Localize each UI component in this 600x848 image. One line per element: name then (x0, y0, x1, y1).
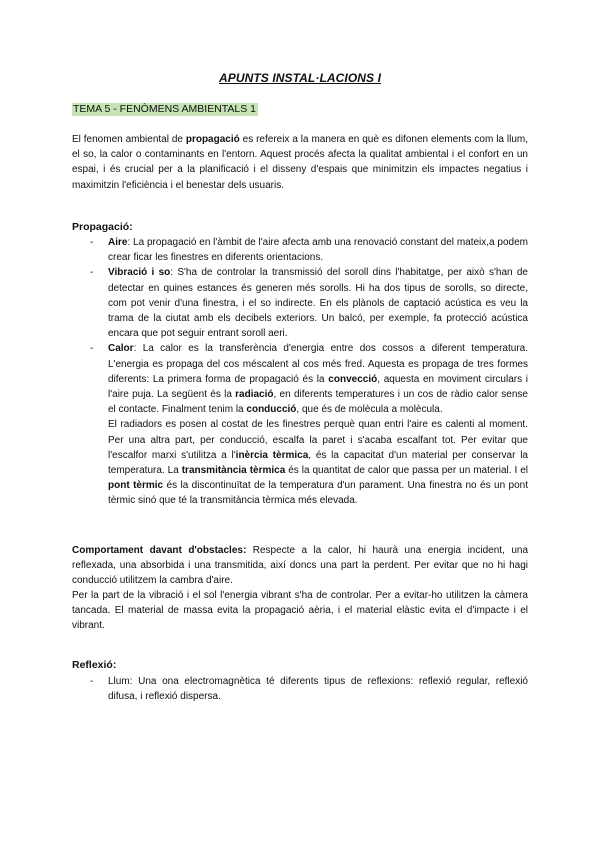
list-item-vibracio: - Vibració i so: S'ha de controlar la transmissió del soroll dins l'habitatge, per això s'han de detectar en quines estances és generen més sorolls. Hi ha dos tipus de sorolls, so directe, com pot venir d'una finestra, i el so indirecte. En els plànols de captació acústica es veu la trama de la ciutat amb els decibels exteriors. Un balcó, per exemple, fa protecció acústica encara que pot seguir entrant soroll aeri. (90, 267, 528, 340)
reflexio-list (72, 674, 528, 704)
document-title: APUNTS INSTAL·LACIONS I (218, 71, 382, 85)
reflexio-heading: Reflexió: (72, 659, 117, 671)
list-item-calor: - Calor: La calor es la transferència d'energia entre dos cossos a diferent temperatura. L'energia es propaga del cos méscalent al cos més fred. Aquesta es propaga de tres formes diferents: La primera forma de propagació és la convecció, aquesta en moviment circulars i l'aire puja. La següent és la radiació, en diferents temperatures i un cos de ràdio calor sense el contacte. Finalment tenim la conducció, que és de molècula a molècula. (90, 343, 529, 416)
propagacio-heading: Propagació: (72, 221, 133, 233)
list-item-aire: - Aire: La propagació en l'àmbit de l'aire afecta amb una renovació constant del mateix,a podem crear ficar les finestres en diferents orientacions. (90, 237, 528, 264)
section-title: TEMA 5 - FENÒMENS AMBIENTALS 1 (73, 103, 257, 115)
intro-paragraph: El fenomen ambiental de propagació es refereix a la manera en què es difonen elements com la llum, el so, la calor o contaminants en l'entorn. Aquest procés afecta la qualitat ambiental i el confort en un espai, i és crucial per a la planificació i el disseny d'espais que minimitzin els impactes negatius i maximitzin l'eficiència i el benestar dels usuaris. (72, 134, 528, 191)
comportament-paragraph: Comportament davant d'obstacles: Respecte a la calor, hi haurà una energia incident, una reflexada, una absorbida i una transmitida, així doncs una part la perdent. Per evitar que no hi hagi conducció utilitzem la cambra d'aire. (72, 545, 528, 587)
list-item-llum: - Llum: Una ona electromagnètica té diferents tipus de reflexions: reflexió regular, reflexió difusa, i reflexió dispersa. (90, 676, 528, 703)
propagacio-list (72, 235, 528, 509)
radiadors-paragraph: El radiadors es posen al costat de les finestres perquè quan entri l'aire es calenti al moment. Per una altra part, per conducció, escalfa la paret i s'acaba escalfant tot. Per evitar que l'escalfor marxi s'utilitza a l'inèrcia tèrmica, és la capacitat d'un material per conservar la temperatura. La transmitància tèrmica és la quantitat de calor que passa per un material. I el pont tèrmic és la discontinuïtat de la temperatura d'un parament. Una finestra no és un pont tèrmic sinó que té la transmitància tèrmica més elevada. (108, 419, 529, 507)
comportament-paragraph-2: Per la part de la vibració i el sol l'energia vibrant s'ha de controlar. Per a evitar-ho utilitzen la càmera tancada. El material de massa evita la propagació aèria, i el material elàstic evita el d'impacte i el vibrant. (72, 590, 528, 632)
